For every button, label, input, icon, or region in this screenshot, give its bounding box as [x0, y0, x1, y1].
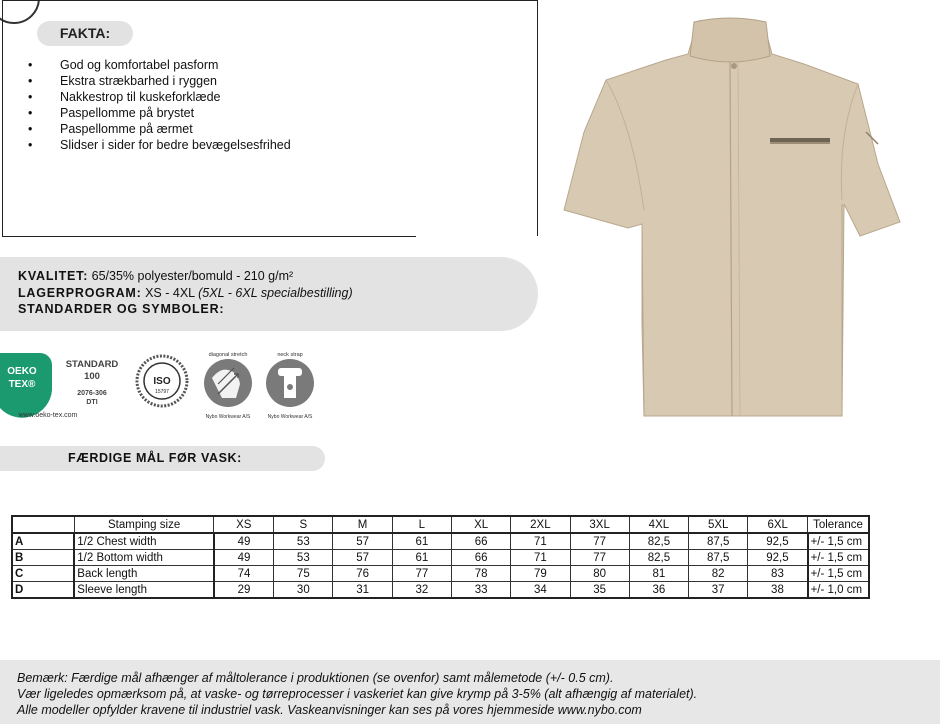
lagerprogram-label: LAGERPROGRAM: [18, 286, 142, 300]
cell-value: 66 [451, 550, 510, 566]
header-size: XS [214, 516, 274, 533]
header-size: 5XL [689, 516, 748, 533]
quality-panel [0, 257, 538, 331]
list-item: • Slidser i sider for bedre bevægelsesfrihed [28, 137, 291, 153]
note-line: Vær ligeledes opmærksom på, at vaske- og tørreprocesser i vaskeriet kan give krymp på 3-5% (alt afhængig af materialet). [17, 687, 698, 701]
header-size: 3XL [570, 516, 629, 533]
header-size: 6XL [748, 516, 808, 533]
measurements-title: FÆRDIGE MÅL FØR VASK: [68, 451, 242, 465]
oeko-top-text: OEKO [7, 366, 37, 377]
table-row [12, 566, 869, 582]
table-row [12, 582, 869, 599]
cell-value: 29 [214, 582, 274, 599]
cell-value: 33 [451, 582, 510, 599]
header-size: 2XL [511, 516, 570, 533]
header-size: XL [451, 516, 510, 533]
fakta-bullet-list [28, 57, 291, 153]
cell-value: 77 [570, 533, 629, 550]
cell-value: 71 [511, 550, 570, 566]
cell-value: 87,5 [689, 550, 748, 566]
cell-value: 36 [629, 582, 688, 599]
header-size: 4XL [629, 516, 688, 533]
cell-value: 30 [274, 582, 333, 599]
row-key: B [12, 550, 74, 566]
brand-ring-text: Nybo Workwear A/S [205, 414, 251, 420]
cell-tolerance: +/- 1,5 cm [808, 550, 869, 566]
cell-value: 82 [689, 566, 748, 582]
measurement-table [11, 515, 870, 599]
row-key: A [12, 533, 74, 550]
cell-value: 77 [392, 566, 451, 582]
cell-value: 76 [333, 566, 392, 582]
standard-text: STANDARD [65, 359, 119, 370]
cell-value: 57 [333, 550, 392, 566]
lagerprogram-value: XS - 4XL [145, 286, 195, 300]
standarder-label: STANDARDER OG SYMBOLER: [18, 302, 225, 316]
cell-value: 77 [570, 550, 629, 566]
header-stamping-size: Stamping size [74, 516, 214, 533]
iso-number: 15797 [155, 389, 169, 395]
row-label: 1/2 Bottom width [74, 550, 214, 566]
lagerprogram-line [18, 286, 353, 300]
cell-value: 75 [274, 566, 333, 582]
cell-value: 61 [392, 533, 451, 550]
cell-value: 34 [511, 582, 570, 599]
cert-number: 2076-306 [77, 390, 107, 397]
brand-ring-text-2: Nybo Workwear A/S [267, 414, 313, 420]
table-row [12, 550, 869, 566]
notes-panel [0, 660, 940, 724]
cell-value: 82,5 [629, 550, 688, 566]
cell-value: 32 [392, 582, 451, 599]
list-item: • Paspellomme på ærmet [28, 121, 291, 137]
certification-logos [0, 348, 330, 424]
cell-value: 53 [274, 533, 333, 550]
fakta-title: FAKTA: [37, 21, 133, 46]
chef-jacket-image [548, 14, 914, 444]
fakta-divider [2, 236, 416, 237]
cell-tolerance: +/- 1,5 cm [808, 533, 869, 550]
header-blank [12, 516, 74, 533]
table-row [12, 533, 869, 550]
row-label: Back length [74, 566, 214, 582]
cell-value: 82,5 [629, 533, 688, 550]
header-size: L [392, 516, 451, 533]
list-item: • Paspellomme på brystet [28, 105, 291, 121]
cell-value: 78 [451, 566, 510, 582]
kvalitet-line [18, 269, 293, 283]
standard-number: 100 [84, 371, 100, 382]
list-item: • God og komfortabel pasform [28, 57, 291, 73]
cell-value: 53 [274, 550, 333, 566]
cell-value: 92,5 [748, 533, 808, 550]
row-label: Sleeve length [74, 582, 214, 599]
cell-value: 31 [333, 582, 392, 599]
iso-logo [137, 356, 187, 406]
cell-value: 66 [451, 533, 510, 550]
row-key: D [12, 582, 74, 599]
cell-value: 57 [333, 533, 392, 550]
diagonal-stretch-icon [204, 352, 252, 420]
kvalitet-value: 65/35% polyester/bomuld - 210 g/m² [91, 269, 294, 283]
list-item: • Nakkestrop til kuskeforklæde [28, 89, 291, 105]
header-size: S [274, 516, 333, 533]
cell-value: 35 [570, 582, 629, 599]
cell-value: 49 [214, 533, 274, 550]
note-line: Alle modeller opfylder kravene til industriel vask. Vaskeanvisninger kan ses på vores hjemmeside www.nybo.com [17, 703, 642, 717]
measurements-title-pill [0, 446, 325, 471]
note-line: Bemærk: Færdige mål afhænger af måltolerance i produktionen (se ovenfor) samt målemetode (+/- 0.5 cm). [17, 671, 614, 685]
cell-value: 74 [214, 566, 274, 582]
table-header-row [12, 516, 869, 533]
oeko-url: www.oeko-tex.com [18, 412, 78, 419]
list-item: • Ekstra strækbarhed i ryggen [28, 73, 291, 89]
iso-text: ISO [153, 376, 171, 387]
row-label: 1/2 Chest width [74, 533, 214, 550]
cell-value: 92,5 [748, 550, 808, 566]
row-key: C [12, 566, 74, 582]
header-size: M [333, 516, 392, 533]
stretch-label: diagonal stretch [208, 352, 248, 358]
neck-label: neck strap [277, 352, 303, 358]
neck-strap-icon [266, 352, 314, 420]
cell-value: 79 [511, 566, 570, 582]
oeko-bottom-text: TEX® [8, 379, 36, 390]
cell-value: 37 [689, 582, 748, 599]
cert-org: DTI [86, 399, 98, 406]
standarder-line [18, 302, 224, 316]
cell-value: 83 [748, 566, 808, 582]
cell-value: 71 [511, 533, 570, 550]
cell-tolerance: +/- 1,5 cm [808, 566, 869, 582]
cell-value: 81 [629, 566, 688, 582]
cell-tolerance: +/- 1,0 cm [808, 582, 869, 599]
cell-value: 80 [570, 566, 629, 582]
kvalitet-label: KVALITET: [18, 269, 89, 283]
header-tolerance: Tolerance [808, 516, 869, 533]
cell-value: 49 [214, 550, 274, 566]
oeko-tex-logo [0, 353, 118, 419]
cell-value: 61 [392, 550, 451, 566]
cell-value: 38 [748, 582, 808, 599]
cell-value: 87,5 [689, 533, 748, 550]
lagerprogram-note: (5XL - 6XL specialbestilling) [198, 286, 353, 300]
